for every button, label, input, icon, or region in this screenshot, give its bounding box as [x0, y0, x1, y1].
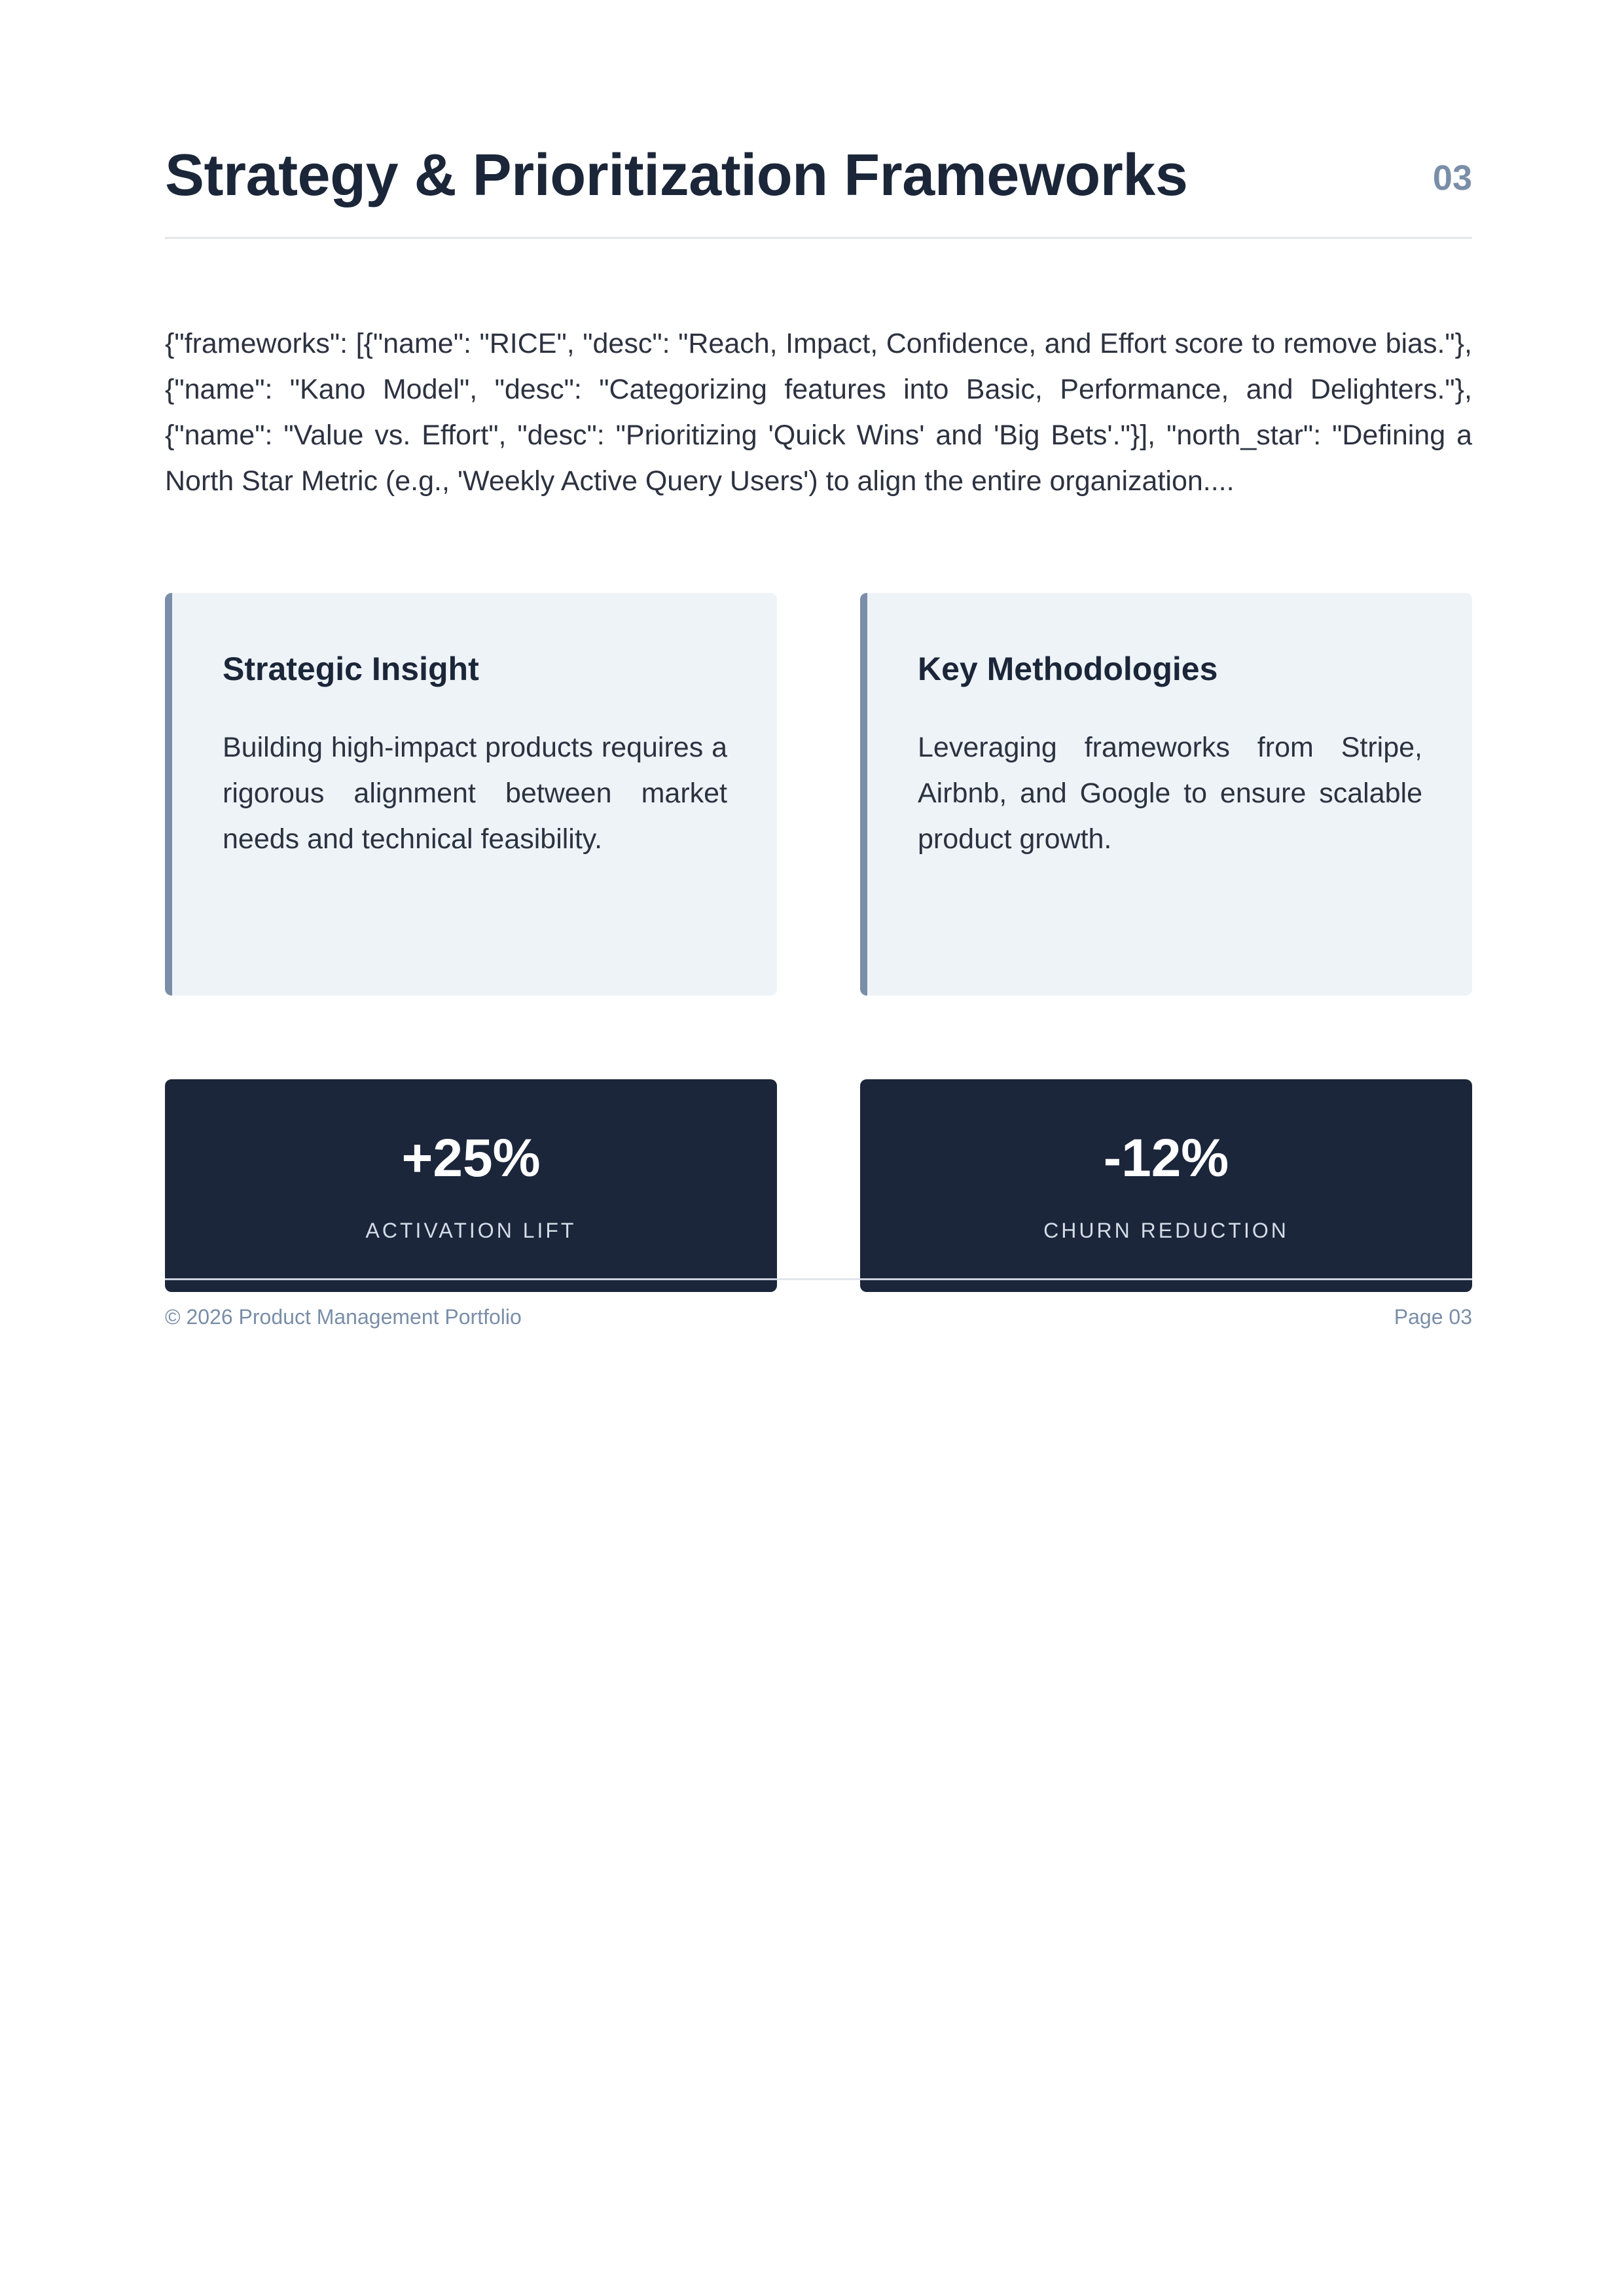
card-title: Key Methodologies	[918, 651, 1218, 687]
intro-paragraph: {"frameworks": [{"name": "RICE", "desc": "Reach, Impact, Confidence, and Effort score to remove bias."}, {"name": "Kano Model", "desc": "Categorizing features into Basic, Performance, and Delighters."}, {"name": "Value vs. Effort", "desc": "Prioritizing 'Quick Wins' and 'Big Bets'."}], "north_star": "Defining a North Star Metric (e.g., 'Weekly Active Query Users') to align the entire organization....	[165, 328, 1472, 497]
footer-page-label: Page 03	[1394, 1305, 1472, 1329]
key-methodologies-card	[860, 593, 1472, 996]
metric-label: ACTIVATION LIFT	[365, 1219, 577, 1242]
footer-divider-segment	[165, 1278, 777, 1280]
header-page-number: 03	[1432, 158, 1472, 198]
document-page	[165, 0, 1472, 2296]
metric-label: CHURN REDUCTION	[1043, 1219, 1289, 1242]
card-body: Building high-impact products requires a rigorous alignment between market needs and technical feasibility.	[223, 732, 727, 855]
page-header	[165, 131, 1472, 239]
metric-value: +25%	[401, 1128, 541, 1188]
activation-lift-metric	[165, 1079, 777, 1292]
page-title: Strategy & Prioritization Frameworks	[165, 143, 1188, 208]
churn-reduction-metric	[860, 1079, 1472, 1292]
card-title: Strategic Insight	[223, 651, 479, 687]
strategic-insight-card	[165, 593, 777, 996]
footer-copyright: © 2026 Product Management Portfolio	[165, 1305, 522, 1329]
card-body: Leveraging frameworks from Stripe, Airbnb, and Google to ensure scalable product growth.	[918, 732, 1422, 855]
footer-divider-segment	[860, 1278, 1472, 1280]
metric-value: -12%	[1103, 1128, 1229, 1188]
